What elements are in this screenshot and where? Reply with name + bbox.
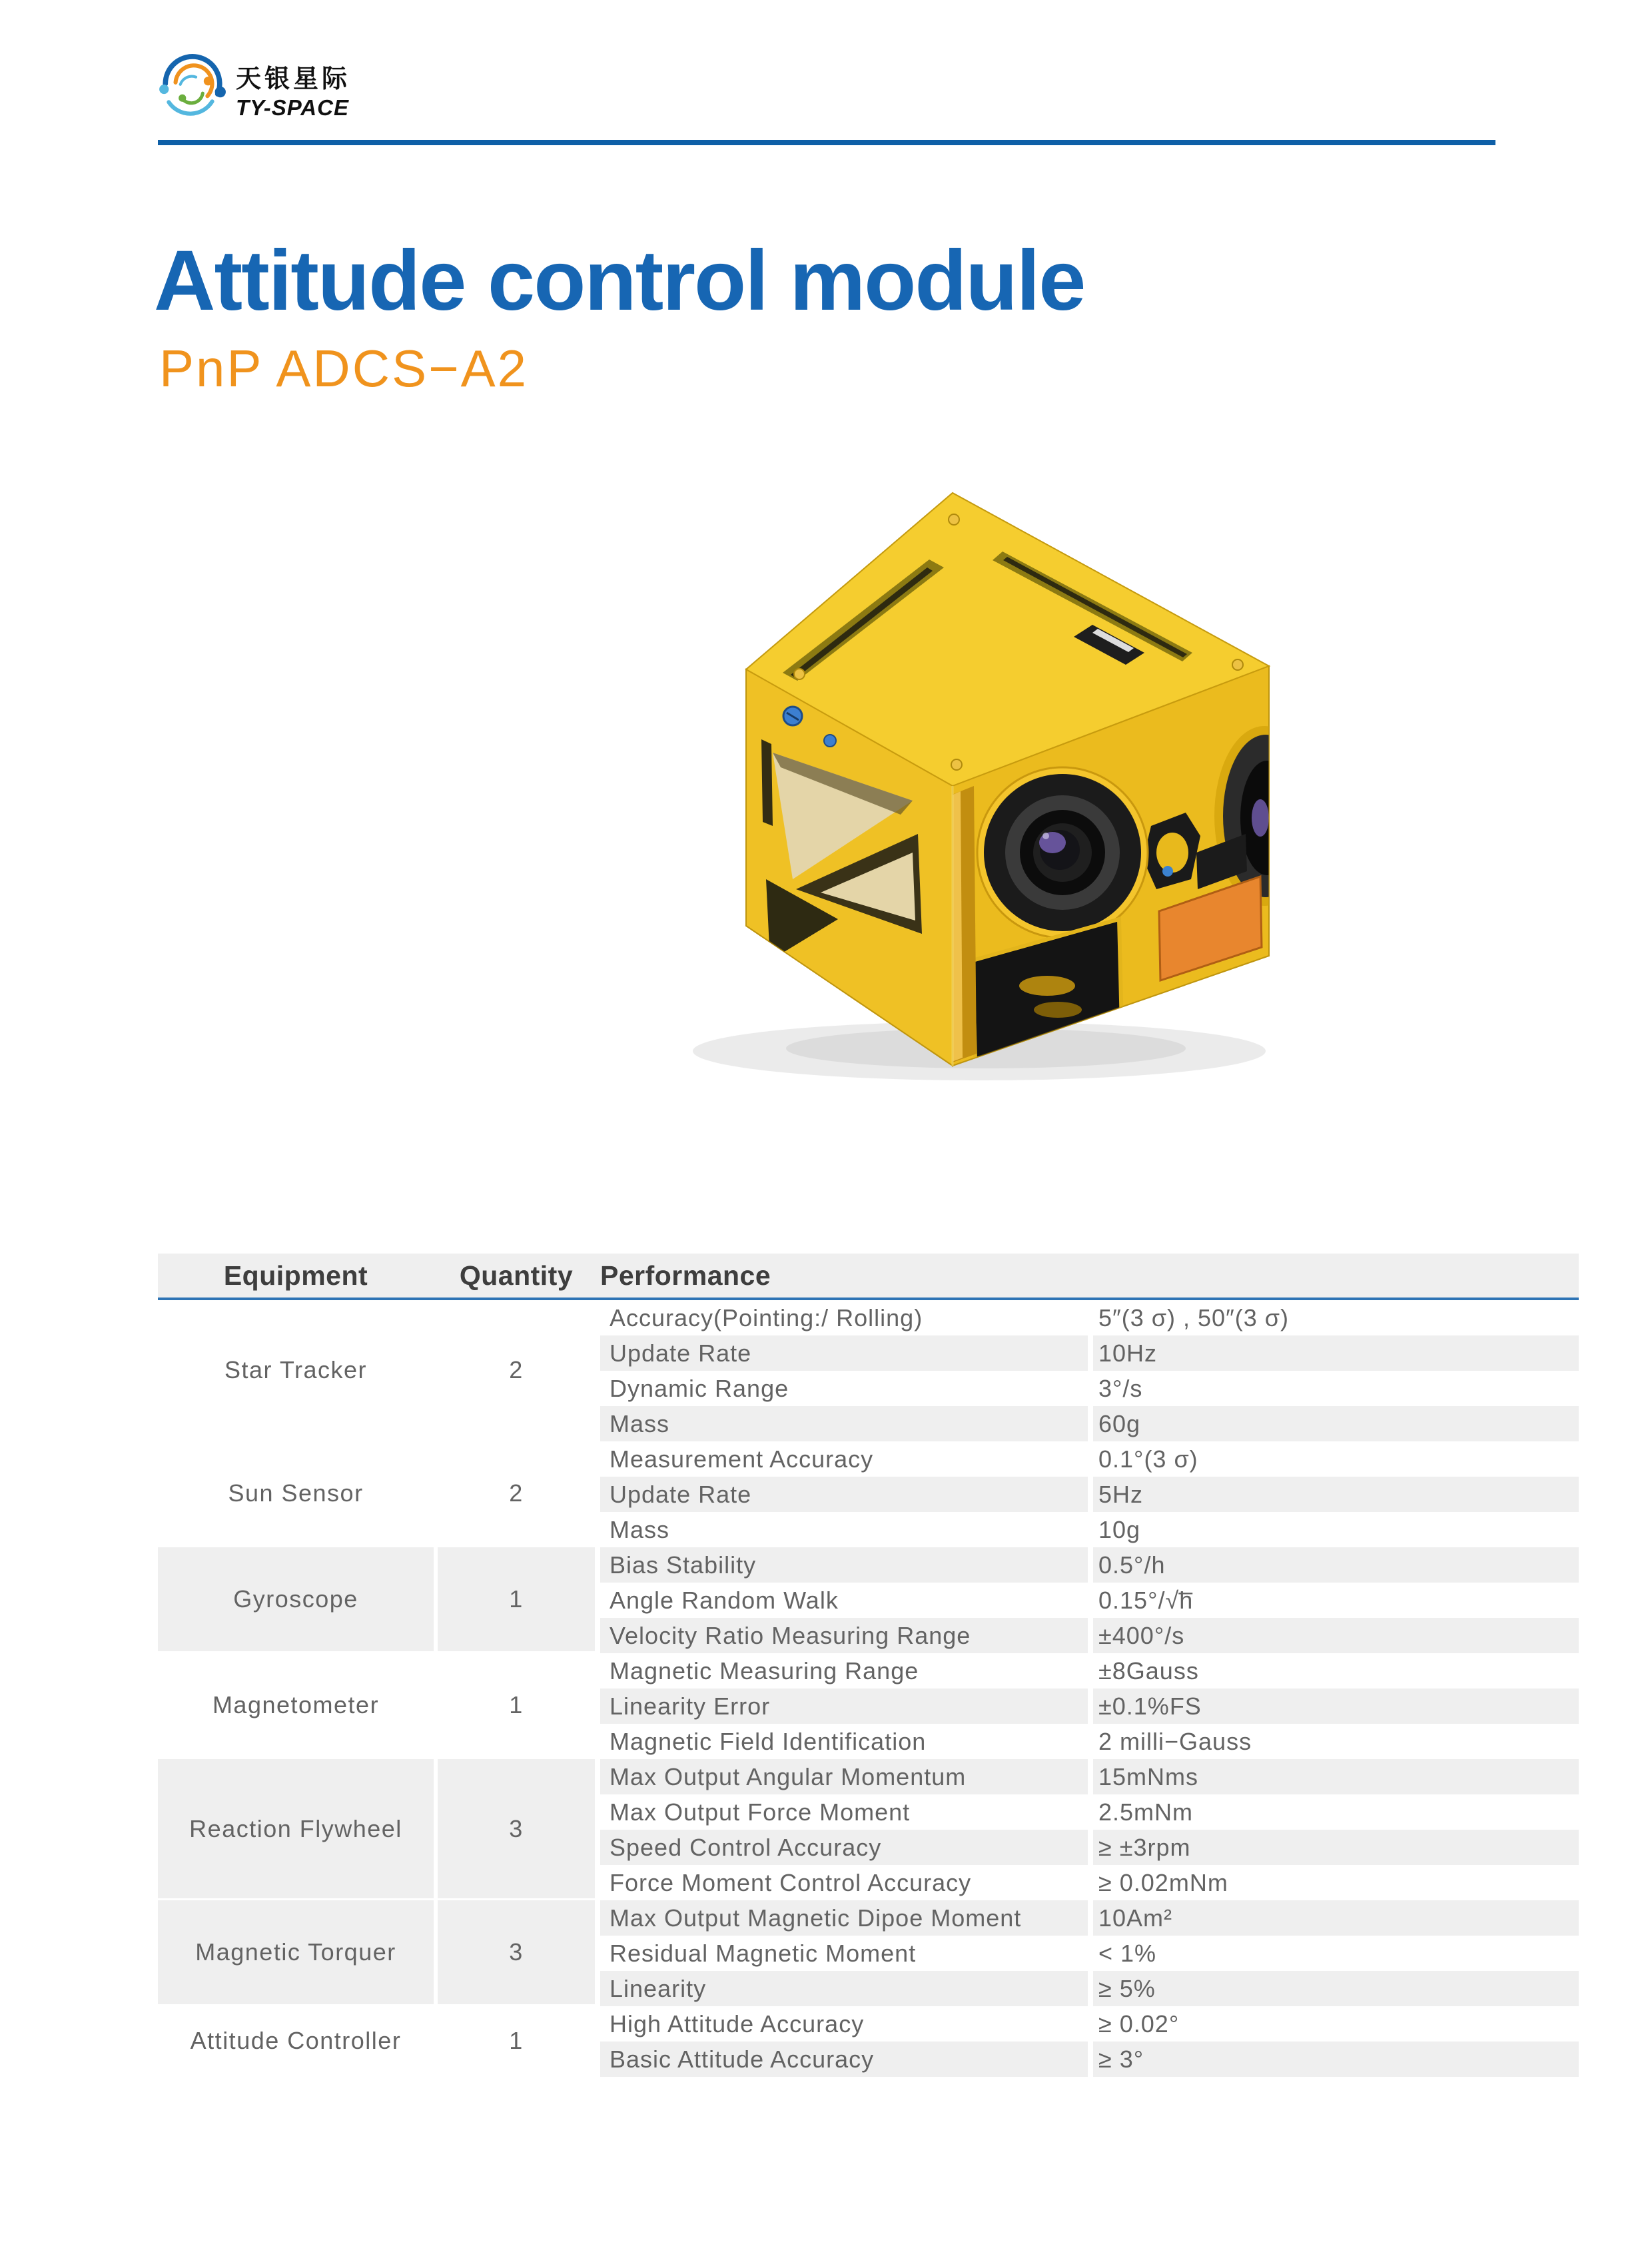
quantity-cell: 3: [438, 1900, 595, 2004]
header-cell-equipment: Equipment: [223, 1260, 368, 1291]
perf-value-cell: 3°/s: [1093, 1371, 1579, 1406]
equipment-cell: Star Tracker: [158, 1300, 434, 1439]
perf-name-cell: Basic Attitude Accuracy: [600, 2042, 1088, 2077]
perf-name-cell: Force Moment Control Accuracy: [600, 1865, 1088, 1900]
quantity-cell: 1: [438, 1653, 595, 1757]
perf-name-cell: Residual Magnetic Moment: [600, 1936, 1088, 1971]
logo-text-en: TY-SPACE: [236, 95, 349, 120]
perf-value-cell: ≥ 0.02mNm: [1093, 1865, 1579, 1900]
perf-name-cell: Measurement Accuracy: [600, 1441, 1088, 1477]
ty-space-logo-icon: [158, 53, 226, 127]
perf-value-cell: ±400°/s: [1093, 1618, 1579, 1653]
perf-name-cell: Magnetic Measuring Range: [600, 1653, 1088, 1688]
perf-value-cell: ≥ 5%: [1093, 1971, 1579, 2006]
perf-name-cell: Dynamic Range: [600, 1371, 1088, 1406]
perf-name-cell: Update Rate: [600, 1477, 1088, 1512]
perf-name-cell: Update Rate: [600, 1335, 1088, 1371]
page-title: Attitude control module: [154, 233, 1085, 328]
perf-value-cell: 0.5°/h: [1093, 1547, 1579, 1583]
perf-name-cell: Magnetic Field Identification: [600, 1724, 1088, 1759]
perf-name-cell: Accuracy(Pointing:/ Rolling): [600, 1300, 1088, 1335]
perf-value-cell: 60g: [1093, 1406, 1579, 1441]
header-divider-rule: [158, 140, 1495, 145]
perf-value-cell: ≥ 0.02°: [1093, 2006, 1579, 2042]
perf-name-cell: Max Output Magnetic Dipoe Moment: [600, 1900, 1088, 1936]
perf-name-cell: Linearity Error: [600, 1688, 1088, 1724]
perf-value-cell: ≥ 3°: [1093, 2042, 1579, 2077]
perf-name-cell: Mass: [600, 1406, 1088, 1441]
spec-table: [158, 1254, 1579, 2077]
perf-value-cell: 5″(3 σ) , 50″(3 σ): [1093, 1300, 1579, 1335]
perf-value-cell: 10Hz: [1093, 1335, 1579, 1371]
quantity-cell: 2: [438, 1441, 595, 1545]
equipment-cell: Sun Sensor: [158, 1441, 434, 1545]
header-cell-performance: Performance: [600, 1260, 771, 1291]
spec-table-header: [158, 1254, 1579, 1300]
perf-value-cell: 2 milli−Gauss: [1093, 1724, 1579, 1759]
perf-name-cell: Angle Random Walk: [600, 1583, 1088, 1618]
perf-value-cell: 5Hz: [1093, 1477, 1579, 1512]
perf-name-cell: Velocity Ratio Measuring Range: [600, 1618, 1088, 1653]
perf-value-cell: 0.15°/√h̅: [1093, 1583, 1579, 1618]
quantity-cell: 3: [438, 1759, 595, 1898]
quantity-cell: 2: [438, 1300, 595, 1439]
header-cell-quantity: Quantity: [459, 1260, 574, 1291]
perf-name-cell: High Attitude Accuracy: [600, 2006, 1088, 2042]
product-render-attitude-control-module: [693, 453, 1279, 1092]
perf-value-cell: ±8Gauss: [1093, 1653, 1579, 1688]
perf-value-cell: 15mNms: [1093, 1759, 1579, 1794]
logo-text-cn: 天银星际: [236, 65, 351, 93]
quantity-cell: 1: [438, 2006, 595, 2075]
perf-value-cell: ≥ ±3rpm: [1093, 1830, 1579, 1865]
equipment-cell: Magnetic Torquer: [158, 1900, 434, 2004]
perf-name-cell: Bias Stability: [600, 1547, 1088, 1583]
perf-value-cell: 10g: [1093, 1512, 1579, 1547]
perf-value-cell: 0.1°(3 σ): [1093, 1441, 1579, 1477]
perf-value-cell: ±0.1%FS: [1093, 1688, 1579, 1724]
perf-value-cell: 2.5mNm: [1093, 1794, 1579, 1830]
perf-value-cell: 10Am²: [1093, 1900, 1579, 1936]
spec-table-body: [158, 1300, 1579, 2077]
perf-value-cell: < 1%: [1093, 1936, 1579, 1971]
equipment-cell: Reaction Flywheel: [158, 1759, 434, 1898]
perf-name-cell: Max Output Angular Momentum: [600, 1759, 1088, 1794]
perf-name-cell: Linearity: [600, 1971, 1088, 2006]
perf-name-cell: Speed Control Accuracy: [600, 1830, 1088, 1865]
equipment-cell: Magnetometer: [158, 1653, 434, 1757]
logo-wordmark: [236, 64, 350, 121]
quantity-cell: 1: [438, 1547, 595, 1651]
equipment-cell: Attitude Controller: [158, 2006, 434, 2075]
perf-name-cell: Mass: [600, 1512, 1088, 1547]
equipment-cell: Gyroscope: [158, 1547, 434, 1651]
page-subtitle: PnP ADCS−A2: [159, 339, 529, 398]
perf-name-cell: Max Output Force Moment: [600, 1794, 1088, 1830]
